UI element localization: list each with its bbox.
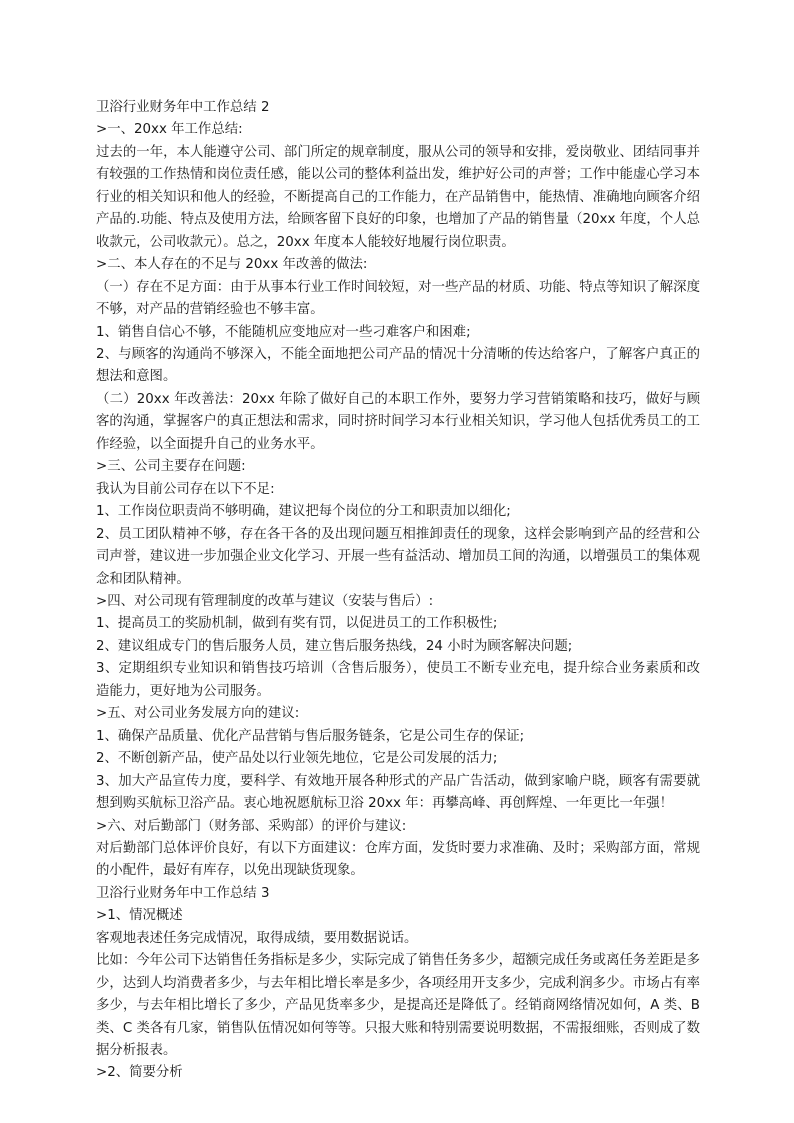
paragraph: 过去的一年，本人能遵守公司、部门所定的规章制度，服从公司的领导和安排，爱岗敬业、团结同事并有较强的工作热情和岗位责任感，能以公司的整体利益出发，维护好公司的声誉；工作中能虚心学习本行业的相关知识和他人的经验，不断提高自己的工作能力，在产品销售中，能热情、准确地向顾客介绍产品的.功能、特点及使用方法，给顾客留下良好的印象，也增加了产品的销售量（20xx 年度，个人总收款元，公司收款元）。总之，20xx 年度本人能较好地履行岗位职责。 (96, 144, 700, 250)
paragraph: 对后勤部门总体评价良好，有以下方面建议：仓库方面，发货时要力求准确、及时；采购部方面，常规的小配件，最好有库存，以免出现缺货现象。 (96, 840, 700, 879)
section-heading: >五、对公司业务发展方向的建议: (96, 706, 300, 722)
doc-title-3: 卫浴行业财务年中工作总结 3 (96, 885, 270, 901)
section-heading: >二、本人存在的不足与 20xx 年改善的做法: (96, 257, 368, 273)
document-body (96, 97, 705, 1085)
list-item: 2、不断创新产品，使产品处以行业领先地位，它是公司发展的活力; (96, 751, 498, 767)
section-heading: >六、对后勤部门（财务部、采购部）的评价与建议: (96, 818, 407, 834)
list-item: 1、工作岗位职责尚不够明确，建议把每个岗位的分工和职责加以细化; (96, 504, 511, 520)
list-item: 3、定期组织专业知识和销售技巧培训（含售后服务），使员工不断专业充电，提升综合业务素质和改造能力，更好地为公司服务。 (96, 661, 700, 699)
paragraph: 我认为目前公司存在以下不足: (96, 481, 275, 497)
section-heading: >三、公司主要存在问题: (96, 459, 246, 475)
list-item: 2、员工团队精神不够，存在各干各的及出现问题互相推卸责任的现象，这样会影响到产品的经营和公司声誉，建议进一步加强企业文化学习、开展一些有益活动、增加员工间的沟通，以增强员工的集体观念和团队精神。 (96, 526, 700, 587)
section-heading: >2、简要分析 (96, 1065, 183, 1081)
section-heading: >一、20xx 年工作总结: (96, 122, 243, 138)
paragraph: 客观地表述任务完成情况，取得成绩，要用数据说话。 (96, 930, 418, 946)
doc-title-2: 卫浴行业财务年中工作总结 2 (96, 100, 270, 115)
list-item: 1、确保产品质量、优化产品营销与售后服务链条，它是公司生存的保证; (96, 728, 525, 744)
list-item: 1、提高员工的奖励机制，做到有奖有罚，以促进员工的工作积极性; (96, 616, 498, 632)
list-item: 3、加大产品宣传力度，要科学、有效地开展各种形式的产品广告活动，做到家喻户晓，顾客有需要就想到购买航标卫浴产品。衷心地祝愿航标卫浴 20xx 年：再攀高峰、再创辉煌、一年更比一年强！ (96, 773, 700, 812)
section-heading: >四、对公司现有管理制度的改革与建议（安装与售后）: (96, 593, 434, 609)
paragraph: 比如：今年公司下达销售任务指标是多少，实际完成了销售任务多少，超额完成任务或离任务差距是多少，达到人均消费者多少，与去年相比增长率是多少，各项经用开支多少，完成利润多少。市场占有率多少，与去年相比增长了多少，产品见货率多少，是提高还是降低了。经销商网络情况如何，A 类、B 类、C 类各有几家，销售队伍情况如何等等。只报大账和特别需要说明数据，不需报细账，否则成了数据分析报表。 (96, 953, 705, 1059)
list-item: 2、建议组成专门的售后服务人员，建立售后服务热线，24 小时为顾客解决问题; (96, 638, 573, 654)
list-item: 1、销售自信心不够，不能随机应变地应对一些刁难客户和困难; (96, 324, 471, 340)
section-heading: >1、情况概述 (96, 908, 183, 924)
paragraph: （二）20xx 年改善法：20xx 年除了做好自己的本职工作外，要努力学习营销策略和技巧，做好与顾客的沟通，掌握客户的真正想法和需求，同时挤时间学习本行业相关知识，学习他人包括优秀员工的工作经验，以全面提升自己的业务水平。 (96, 391, 700, 452)
paragraph: （一）存在不足方面：由于从事本行业工作时间较短，对一些产品的材质、功能、特点等知识了解深度不够，对产品的营销经验也不够丰富。 (96, 279, 700, 318)
list-item: 2、与顾客的沟通尚不够深入，不能全面地把公司产品的情况十分清晰的传达给客户，了解客户真正的想法和意图。 (96, 346, 700, 385)
